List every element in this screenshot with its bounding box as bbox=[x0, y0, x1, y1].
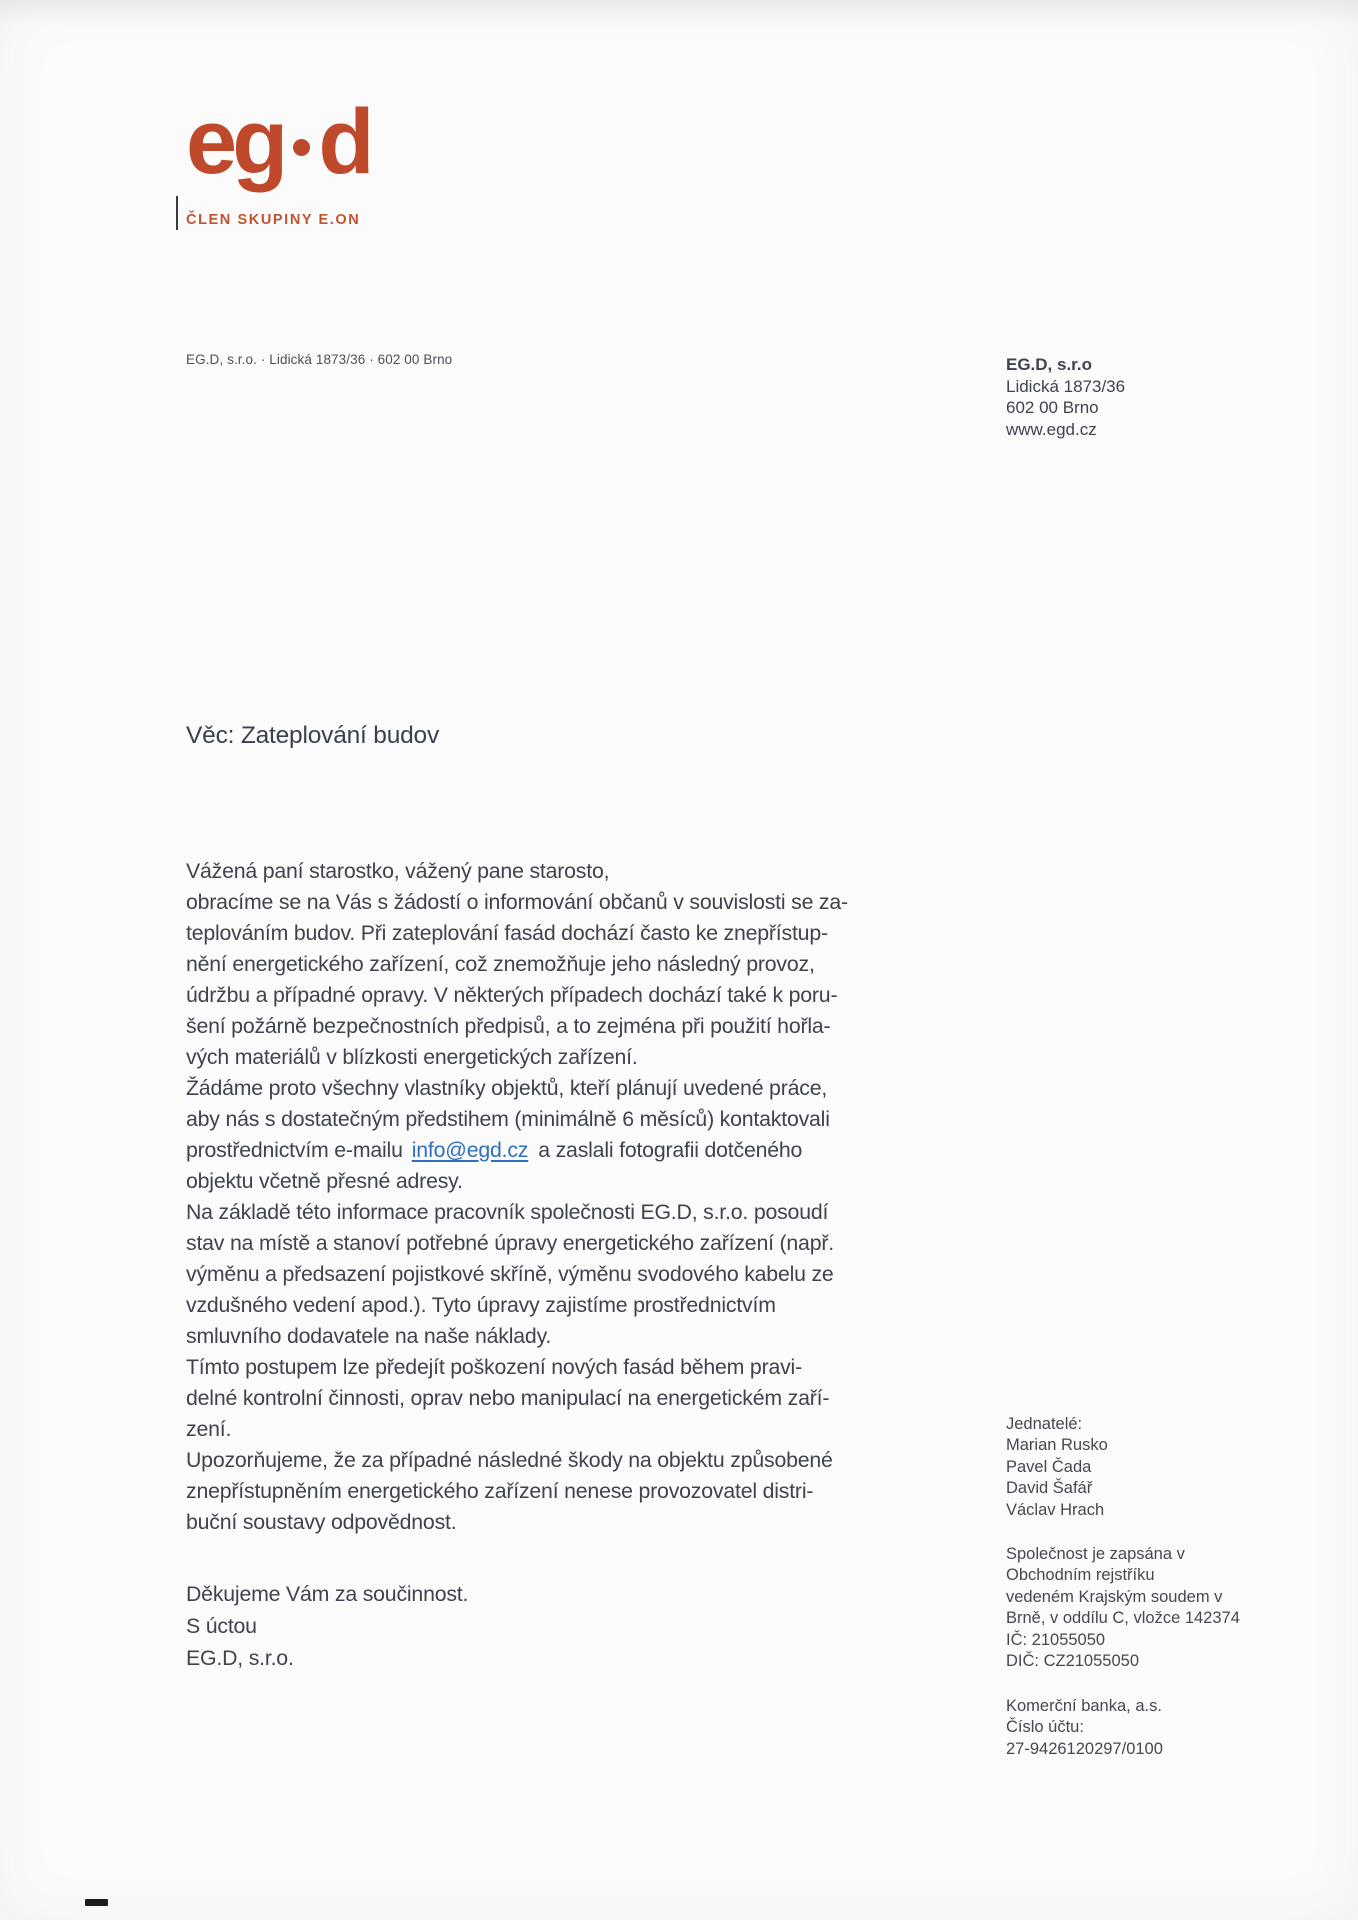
logo-text-right: d bbox=[318, 91, 370, 193]
body-line bbox=[186, 1011, 886, 1042]
body-line bbox=[186, 1104, 886, 1135]
company-address-block bbox=[1006, 354, 1125, 440]
body-line-text: Žádáme proto všechny vlastníky objektů, kteří plánují uvedené práce, bbox=[186, 1076, 828, 1100]
body-line-text: vých materiálů v blízkosti energetických zařízení. bbox=[186, 1045, 638, 1069]
body-line-text: znepřístupněním energetického zařízení nenese provozovatel distri- bbox=[186, 1479, 814, 1503]
body-line-text: objektu včetně přesné adresy. bbox=[186, 1169, 463, 1193]
managers-title: Jednatelé: bbox=[1006, 1415, 1083, 1433]
body-line-text: smluvního dodavatele na naše náklady. bbox=[186, 1324, 552, 1348]
body-line bbox=[186, 856, 886, 887]
body-line bbox=[186, 949, 886, 980]
body-line-text: aby nás s dostatečným předstihem (minimálně 6 měsíců) kontaktovali bbox=[186, 1107, 830, 1131]
body-line bbox=[186, 1042, 886, 1073]
body-line bbox=[186, 1073, 886, 1104]
body-line bbox=[186, 1135, 886, 1166]
body-line-text: delné kontrolní činnosti, oprav nebo manipulací na energetickém zaří- bbox=[186, 1386, 830, 1410]
letter-body bbox=[186, 856, 886, 1538]
registration-line: IČ: 21055050 bbox=[1006, 1630, 1106, 1649]
body-line-text: výměnu a předsazení pojistkové skříně, výměnu svodového kabelu ze bbox=[186, 1262, 834, 1286]
scan-edge-shading bbox=[0, 0, 1358, 26]
body-line bbox=[186, 1352, 886, 1383]
body-line-text: prostřednictvím e-mailu bbox=[186, 1138, 403, 1162]
letter-closing bbox=[186, 1578, 468, 1674]
manager-name: Pavel Čada bbox=[1006, 1457, 1092, 1476]
body-line bbox=[186, 1228, 886, 1259]
body-line bbox=[186, 1166, 886, 1197]
body-line-text: Tímto postupem lze předejít poškození nových fasád během pravi- bbox=[186, 1355, 802, 1379]
company-website: www.egd.cz bbox=[1006, 419, 1097, 439]
body-line bbox=[186, 918, 886, 949]
egd-logo bbox=[186, 91, 370, 193]
body-line bbox=[186, 1321, 886, 1352]
body-line-text: vzdušného vedení apod.). Tyto úpravy zajistíme prostřednictvím bbox=[186, 1293, 776, 1317]
bank-line: 27-9426120297/0100 bbox=[1006, 1739, 1163, 1758]
closing-line: S úctou bbox=[186, 1614, 257, 1638]
body-line-text: Vážená paní starostko, vážený pane starosto, bbox=[186, 859, 610, 883]
body-line bbox=[186, 1290, 886, 1321]
manager-name: Marian Rusko bbox=[1006, 1436, 1108, 1455]
body-line bbox=[186, 887, 886, 918]
scan-artifact-dash bbox=[85, 1899, 108, 1906]
body-line bbox=[186, 1259, 886, 1290]
logo-dot-icon bbox=[293, 139, 310, 156]
logo-tagline bbox=[176, 196, 360, 230]
body-line bbox=[186, 1507, 886, 1538]
bank-line: Komerční banka, a.s. bbox=[1006, 1697, 1162, 1715]
sender-address-line: EG.D, s.r.o. · Lidická 1873/36 · 602 00 Brno bbox=[186, 352, 453, 367]
body-line-text: Upozorňujeme, že za případné následné škody na objektu způsobené bbox=[186, 1448, 833, 1472]
logo-text-left: eg bbox=[186, 91, 284, 193]
registration-block bbox=[1006, 1544, 1240, 1672]
body-line-text: Na základě této informace pracovník společnosti EG.D, s.r.o. posoudí bbox=[186, 1200, 829, 1224]
bank-block bbox=[1006, 1696, 1163, 1760]
managers-block bbox=[1006, 1414, 1108, 1521]
body-line-text: údržbu a případné opravy. V některých případech dochází také k poru- bbox=[186, 983, 838, 1007]
tagline-divider-bar bbox=[176, 196, 178, 230]
body-line-text: a zaslali fotografii dotčeného bbox=[538, 1138, 803, 1162]
body-line bbox=[186, 980, 886, 1011]
body-line-text: obracíme se na Vás s žádostí o informování občanů v souvislosti se za- bbox=[186, 890, 848, 914]
body-line bbox=[186, 1476, 886, 1507]
body-line-text: teplováním budov. Při zateplování fasád dochází často ke znepřístup- bbox=[186, 921, 828, 945]
registration-line: DIČ: CZ21055050 bbox=[1006, 1652, 1139, 1671]
body-line bbox=[186, 1414, 886, 1445]
closing-line: EG.D, s.r.o. bbox=[186, 1646, 294, 1670]
body-line bbox=[186, 1197, 886, 1228]
registration-line: Společnost je zapsána v bbox=[1006, 1545, 1185, 1563]
subject-line: Věc: Zateplování budov bbox=[186, 722, 440, 749]
bank-line: Číslo účtu: bbox=[1006, 1718, 1084, 1737]
body-line-text: buční soustavy odpovědnost. bbox=[186, 1510, 457, 1534]
body-line-text: stav na místě a stanoví potřebné úpravy energetického zařízení (např. bbox=[186, 1231, 834, 1255]
body-line-text: nění energetického zařízení, což znemožňuje jeho následný provoz, bbox=[186, 952, 815, 976]
company-name: EG.D, s.r.o bbox=[1006, 355, 1092, 374]
manager-name: David Šafář bbox=[1006, 1479, 1093, 1498]
body-line bbox=[186, 1383, 886, 1414]
registration-line: Brně, v oddílu C, vložce 142374 bbox=[1006, 1609, 1240, 1628]
body-line bbox=[186, 1445, 886, 1476]
company-street: Lidická 1873/36 bbox=[1006, 376, 1126, 396]
body-line-text: šení požárně bezpečnostních předpisů, a to zejména při použití hořla- bbox=[186, 1014, 831, 1038]
registration-line: vedeném Krajským soudem v bbox=[1006, 1587, 1223, 1606]
email-link[interactable]: info@egd.cz bbox=[411, 1138, 529, 1162]
closing-line: Děkujeme Vám za součinnost. bbox=[186, 1582, 469, 1606]
tagline-text: ČLEN SKUPINY E.ON bbox=[186, 212, 361, 229]
company-city: 602 00 Brno bbox=[1006, 398, 1099, 417]
manager-name: Václav Hrach bbox=[1006, 1500, 1105, 1519]
registration-line: Obchodním rejstříku bbox=[1006, 1566, 1155, 1585]
body-line-text: zení. bbox=[186, 1417, 232, 1441]
